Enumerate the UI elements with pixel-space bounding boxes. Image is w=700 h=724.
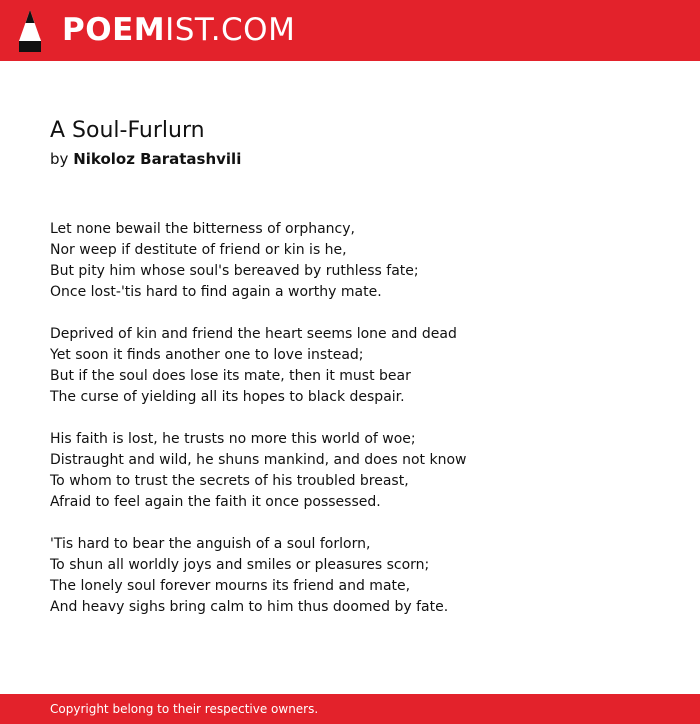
poem-line: But if the soul does lose its mate, then it must bear <box>50 368 411 384</box>
poem-stanza <box>50 324 670 408</box>
poem-line: To shun all worldly joys and smiles or pleasures scorn; <box>50 557 430 573</box>
site-footer <box>0 694 700 724</box>
poem-line: But pity him whose soul's bereaved by ruthless fate; <box>50 263 419 279</box>
poem-line: To whom to trust the secrets of his troubled breast, <box>50 473 409 489</box>
poem-byline <box>50 149 241 169</box>
pencil-tip-icon[interactable] <box>16 9 44 53</box>
site-logo[interactable] <box>62 12 295 48</box>
poem-line: Afraid to feel again the faith it once possessed. <box>50 494 381 510</box>
poem-line: His faith is lost, he trusts no more this world of woe; <box>50 431 416 447</box>
poem-line: Deprived of kin and friend the heart seems lone and dead <box>50 326 457 342</box>
poem-line: And heavy sighs bring calm to him thus doomed by fate. <box>50 599 449 615</box>
poem-stanza <box>50 534 670 618</box>
poem-line: Yet soon it finds another one to love instead; <box>50 347 364 363</box>
site-header <box>0 0 700 61</box>
poem-line: Distraught and wild, he shuns mankind, and does not know <box>50 452 467 468</box>
brand-name-bold: POEM <box>62 12 166 48</box>
poem-stanza <box>50 219 670 303</box>
poem-line: The curse of yielding all its hopes to black despair. <box>50 389 405 405</box>
poem-line: Nor weep if destitute of friend or kin is he, <box>50 242 347 258</box>
byline-prefix: by <box>50 150 69 168</box>
poem-body <box>50 219 670 639</box>
poem-stanza <box>50 429 670 513</box>
copyright-notice: Copyright belong to their respective owners. <box>50 702 319 716</box>
poem-line: Once lost-'tis hard to find again a worthy mate. <box>50 284 382 300</box>
poem-line: 'Tis hard to bear the anguish of a soul forlorn, <box>50 536 371 552</box>
poem-author: Nikoloz Baratashvili <box>73 150 242 168</box>
poem-line: The lonely soul forever mourns its friend and mate, <box>50 578 411 594</box>
poem-title: A Soul-Furlurn <box>50 118 205 143</box>
brand-name-domain: IST.COM <box>165 12 296 48</box>
poem-line: Let none bewail the bitterness of orphancy, <box>50 221 355 237</box>
